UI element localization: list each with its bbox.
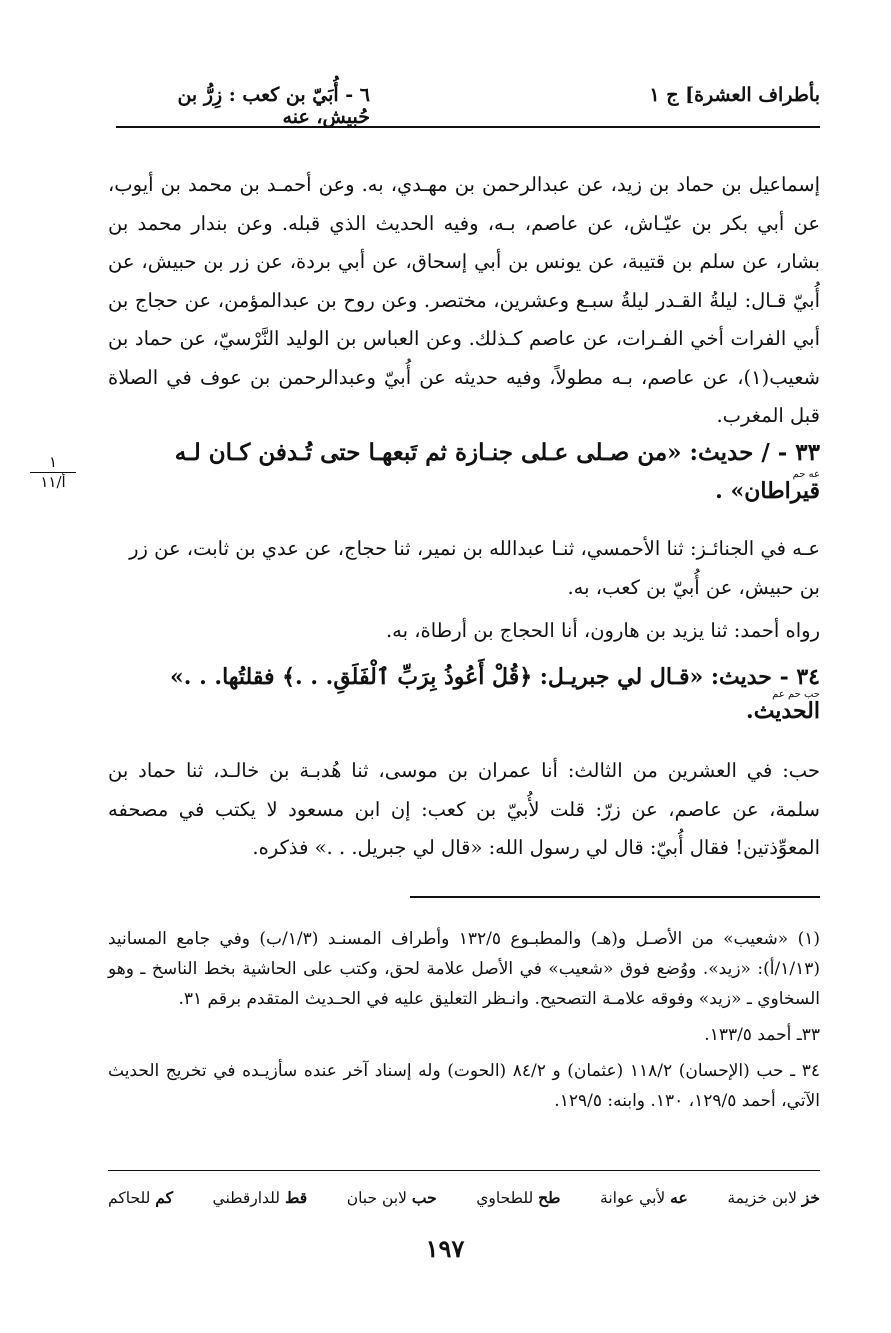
hadith-33-tail-text: قيراطان» .: [715, 478, 820, 504]
footnote-34: ٣٤ ـ حب (الإحسان) ١١٨/٢ (عثمان) و ٨٤/٢ (الحوت) وله إسناد آخر عنده سأزيـده في تخريج الحديث الآتي، أحمد ١٢٩/٥، ١٣٠. وابنه: ١٢٩/٥.: [108, 1061, 820, 1111]
sigla-legend: [108, 1188, 820, 1207]
footnote-33: ٣٣ـ أحمد ١٣٣/٥.: [704, 1025, 820, 1045]
running-header-section-title: ٦ - أُبَيّ بن كعب : زِرُّ بن حُبيش، عنه: [177, 84, 370, 128]
sigla-item: كم للحاكم: [108, 1188, 173, 1207]
hadith-34-tail: [620, 690, 820, 722]
sigla-item: قط للدارقطني: [212, 1188, 308, 1207]
hadith-34-heading: ٣٤ - حديث: «قـال لي جبريـل: ﴿قُلْ أَعُوذُ بِرَبِّ ٱلْفَلَقِ. . .﴾ فقلتُها. . .»: [170, 664, 820, 690]
margin-note-bottom: أ/١١: [40, 473, 66, 491]
hadith-33-tail: [560, 470, 820, 502]
hadith-33-chain-1: عـه في الجنائـز: ثنا الأحمسي، ثنـا عبدالله بن نمير، ثنا حجاج، عن عدي بن ثابت، عن زر بن حبيش، عن أُبيّ بن كعب، به.: [129, 537, 820, 599]
margin-folio-note: [26, 454, 80, 491]
hadith-33-sigla: عه حم: [792, 469, 820, 480]
page-number: ١٩٧: [425, 1234, 465, 1263]
footnotes: [108, 924, 820, 1122]
footnote-separator: [410, 896, 820, 898]
hadith-34-chain: حب: في العشرين من الثالث: أنا عمران بن موسى، ثنا هُدبـة بن خالـد، ثنا حماد بن سلمة، عن عاصم، عن زرّ: قلت لأُبيّ بن كعب: إن ابن مسعود لا يكتب في مصحفه المعوِّذتين! فقال أُبيّ: قال لي رسول الله: «قال لي جبريل. . .» فذكره.: [108, 759, 820, 859]
sigla-item: طح للطحاوي: [476, 1188, 561, 1207]
sigla-item: عه لأبي عوانة: [600, 1188, 688, 1207]
footnote-1: (١) «شعيب» من الأصـل و(هـ) والمطبـوع ١٣٢/٥ وأطراف المسنـد (١/٣/ب) وفي جامع المسانيد (١/١٣/أ): «زيد». ووُضع فوق «شعيب» في الأصل علامة لحق، وكتب على الحاشية بخط الناسخ ـ وهو السخاوي ـ «زيد» وفوقه علامـة التصحيح. وانـظر التعليق عليه في الحـديث المتقدم برقم ٣١.: [108, 929, 820, 1009]
main-paragraph: إسماعيل بن حماد بن زيد، عن عبدالرحمن بن مهـدي، به. وعن أحمـد بن محمد بن أيوب، عن أبي بكر بن عيّـاش، عن عاصم، بـه، وفيه الحديث الذي قبله. وعن بندار محمد بن بشار، عن سلم بن قتيبة، عن يونس بن أبي إسحاق، عن أبي بردة، عن زر بن حبيش، عن أُبيّ قـال: ليلةُ القـدر ليلةُ سبـع وعشرين، مختصر. وعن روح بن عبدالمؤمن، عن حجاج بن أبي الفرات أخي الفـرات، عن عاصم كـذلك. وعن العباس بن الوليد النَّرْسيّ، عن حماد بن شعيب(١)، عن عاصم، بـه مطولاً، وفيه حديثه عن أُبيّ وعبدالرحمن بن عوف في الصلاة قبل المغرب.: [108, 173, 820, 427]
hadith-33-chain-2: رواه أحمد: ثنا يزيد بن هارون، أنا الحجاج بن أرطاة، به.: [385, 619, 820, 642]
sigla-item: حب لابن حبان: [346, 1188, 437, 1207]
hadith-34-sigla: حب حم عم: [772, 689, 820, 700]
legend-rule: [108, 1170, 820, 1171]
hadith-34-tail-text: الحديث.: [746, 698, 820, 724]
hadith-33-heading: ٣٣ - / حديث: «من صـلى عـلى جنـازة ثم تَبعهـا حتى تُـدفن كـان لـه: [174, 439, 820, 466]
sigla-item: خز لابن خزيمة: [727, 1188, 820, 1207]
header-rule: [116, 126, 820, 128]
margin-note-top: ١: [48, 453, 58, 471]
running-header-book-title: بأطراف العشرة] ج ١: [649, 84, 820, 106]
